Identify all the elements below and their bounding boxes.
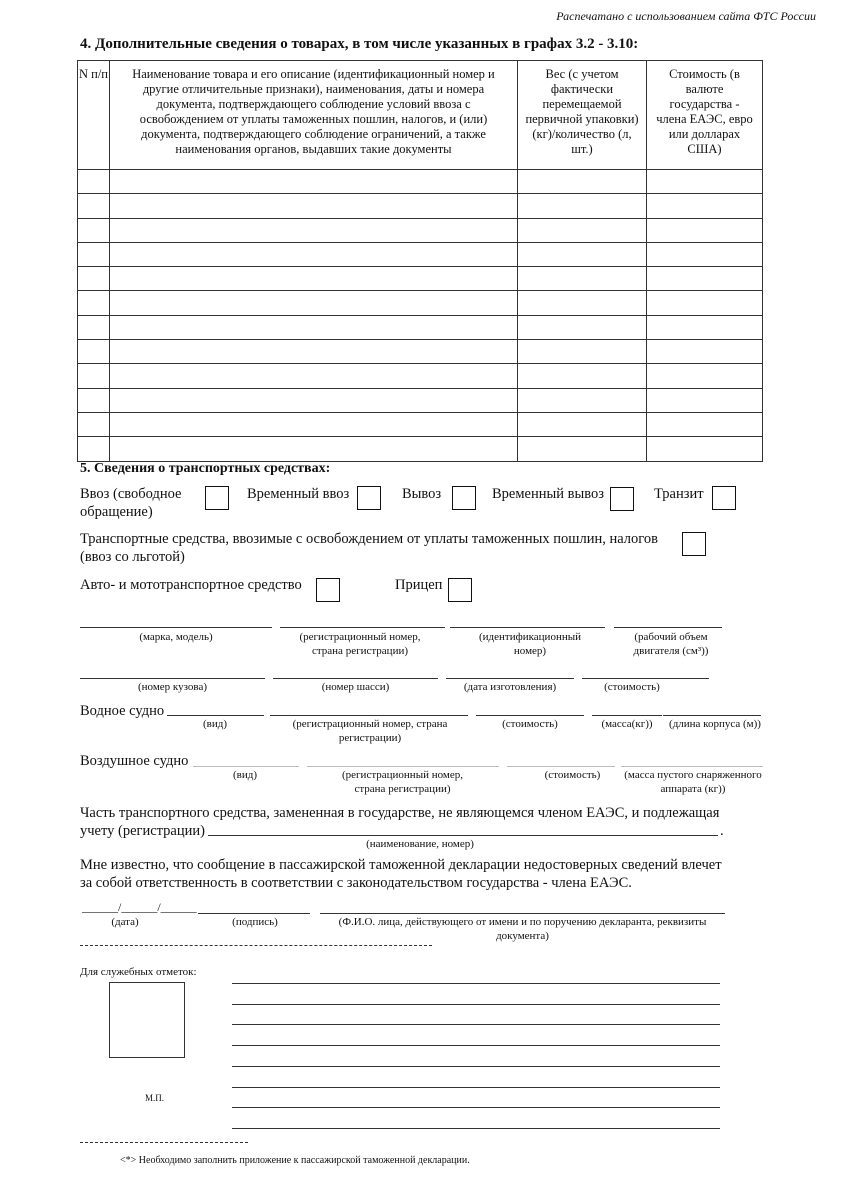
checkbox-auto[interactable]: [316, 578, 340, 602]
table-cell[interactable]: [518, 340, 647, 364]
table-cell[interactable]: [78, 412, 110, 436]
caption: (идентификационный номер): [478, 631, 581, 657]
part-label-1: Часть транспортного средства, замененная в государстве, не являющемся членом ЕАЭС, и подлежащая: [80, 805, 720, 821]
service-line[interactable]: [232, 1024, 720, 1025]
col-cost: Стоимость (в валюте государства - члена ЕАЭС, евро или долларах США): [647, 61, 763, 170]
table-cell[interactable]: [78, 315, 110, 339]
field-full-name[interactable]: [320, 913, 725, 914]
field-water-reg[interactable]: [270, 715, 468, 716]
table-cell[interactable]: [518, 437, 647, 461]
awareness-1: Мне известно, что сообщение в пассажирской таможенной декларации недостоверных сведений влечет: [80, 857, 722, 873]
field-water-mass[interactable]: [592, 715, 662, 716]
separator: [80, 945, 432, 946]
table-cell[interactable]: [78, 242, 110, 266]
opt-import-free: Ввоз (свободное обращение): [80, 486, 182, 520]
field-engine[interactable]: [614, 627, 722, 628]
table-cell[interactable]: [518, 242, 647, 266]
field-air-mass[interactable]: [621, 766, 763, 767]
table-cell[interactable]: [518, 267, 647, 291]
trailer-label: Прицеп: [395, 577, 443, 593]
col-weight: Вес (с учетом фактически перемещаемой первичной упаковки) (кг)/количество (л, шт.): [518, 61, 647, 170]
caption: (дата изготовления): [463, 681, 557, 693]
table-cell[interactable]: [518, 194, 647, 218]
table-cell[interactable]: [110, 242, 518, 266]
table-cell[interactable]: [110, 364, 518, 388]
opt-temp-export: Временный вывоз: [492, 486, 604, 502]
table-cell[interactable]: [78, 170, 110, 194]
table-cell[interactable]: [647, 388, 763, 412]
table-cell[interactable]: [110, 315, 518, 339]
table-cell[interactable]: [78, 218, 110, 242]
table-cell[interactable]: [647, 340, 763, 364]
field-manufacture-date[interactable]: [446, 678, 574, 679]
field-vin[interactable]: [450, 627, 605, 628]
caption: (дата): [111, 916, 139, 928]
table-cell[interactable]: [110, 218, 518, 242]
table-cell[interactable]: [518, 364, 647, 388]
field-cost[interactable]: [582, 678, 709, 679]
service-line[interactable]: [232, 1087, 720, 1088]
table-cell[interactable]: [647, 291, 763, 315]
footnote-separator: [80, 1142, 248, 1143]
table-cell[interactable]: [647, 170, 763, 194]
table-cell[interactable]: [78, 437, 110, 461]
caption: (вид): [202, 718, 227, 730]
table-cell[interactable]: [647, 364, 763, 388]
checkbox-trailer[interactable]: [448, 578, 472, 602]
table-cell[interactable]: [518, 218, 647, 242]
caption: (рабочий объем двигателя (см³)): [633, 631, 709, 657]
caption: (номер шасси): [321, 681, 390, 693]
table-row: [78, 242, 763, 266]
table-cell[interactable]: [78, 194, 110, 218]
table-row: [78, 364, 763, 388]
field-water-type[interactable]: [167, 715, 264, 716]
declaration-page: Распечатано с использованием сайта ФТС России 4. Дополнительные сведения о товарах, в том числе указанных в графах 3.2 - 3.10: N п/п Наименование товара и его описание (идентификационный номер и другие отличительные признаки), наименования, даты и номера документа, подтверждающего соблюдение условий ввоза с освобождением от уплаты таможенных пошлин, налогов, и (или) документа, подтверждающего соблюдение ограничений, а также наименования органов, выдавших такие документы Вес (с учетом фактически перемещаемой первичной упаковки) (кг)/количество (л, шт.) Стоимость (в валюте государства - члена ЕАЭС, евро или долларах США) 5. Сведения о транспортных средствах: Ввоз (свободное обращение) Временный ввоз Вывоз Временный вывоз Транзит Транспортные средства, ввозимые с освобождением от уплаты таможенных пошлин, налогов (ввоз со льготой) Авто- и мототранспортное средство Прицеп (марка, модель) (регистрационный номер, страна регистрации) (идентификационный номер) (рабочий объем двигателя (см³)) (номер кузова) (номер шасси) (дата изготовления) (стоимость) Водное судно (вид) (регистрационный номер, страна регистрации) (стоимость) (масса(кг)) (длина корпуса (м)) Воздушное судно (вид) (регистрационный номер, страна регистрации) (стоимость) (масса пустого снаряженного аппарата (кг)) Часть транспортного средства, замененная в государстве, не являющемся членом ЕАЭС, и подлежащая учету (регистрации) . (наименование, номер) Мне известно, что сообщение в пассажирской таможенной декларации недостоверных сведений влечет за собой ответственность в соответствии с законодательством государства - члена ЕАЭС. ______/______/______ (дата) (подпись) (Ф.И.О. лица, действующего от имени и по поручению декларанта, реквизиты документа) Для служебных отметок: М.П. <*> Необходимо заполнить приложение к пассажирской таможенной декларации.: [0, 0, 849, 1200]
caption: (Ф.И.О. лица, действующего от имени и по поручению декларанта, реквизиты документа): [338, 916, 707, 942]
field-air-type[interactable]: [193, 766, 299, 767]
field-signature[interactable]: [198, 913, 310, 914]
stamp-box: [109, 982, 185, 1058]
table-row: [78, 170, 763, 194]
table-row: [78, 315, 763, 339]
checkbox-export[interactable]: [452, 486, 476, 510]
opt-temp-import: Временный ввоз: [247, 486, 350, 502]
table-cell[interactable]: [110, 194, 518, 218]
caption: (регистрационный номер, страна регистрации): [342, 769, 463, 795]
field-water-cost[interactable]: [476, 715, 584, 716]
service-line[interactable]: [232, 1128, 720, 1129]
table-cell[interactable]: [110, 267, 518, 291]
table-cell[interactable]: [110, 437, 518, 461]
footnote: <*> Необходимо заполнить приложение к пассажирской таможенной декларации.: [120, 1155, 470, 1166]
checkbox-exempt[interactable]: [682, 532, 706, 556]
table-cell[interactable]: [110, 388, 518, 412]
caption: (стоимость): [544, 769, 601, 781]
air-label: Воздушное судно: [80, 753, 189, 769]
field-make-model[interactable]: [80, 627, 272, 628]
caption: (номер кузова): [138, 681, 207, 693]
table-cell[interactable]: [647, 218, 763, 242]
table-row: [78, 437, 763, 461]
opt-transit: Транзит: [654, 486, 704, 502]
table-cell[interactable]: [78, 267, 110, 291]
checkbox-temp-export[interactable]: [610, 487, 634, 511]
table-cell[interactable]: [110, 291, 518, 315]
caption: (масса пустого снаряженного аппарата (кг)): [624, 769, 762, 795]
caption: (вид): [232, 769, 257, 781]
table-row: [78, 388, 763, 412]
checkbox-temp-import[interactable]: [357, 486, 381, 510]
table-cell[interactable]: [647, 242, 763, 266]
section5-title: 5. Сведения о транспортных средствах:: [80, 461, 331, 476]
table-row: [78, 291, 763, 315]
table-cell[interactable]: [110, 412, 518, 436]
table-cell[interactable]: [647, 315, 763, 339]
caption: (регистрационный номер, страна регистрации): [299, 631, 421, 657]
table-cell[interactable]: [110, 340, 518, 364]
table-cell[interactable]: [78, 340, 110, 364]
field-date[interactable]: ______/______/______: [82, 900, 197, 914]
field-chassis[interactable]: [273, 678, 438, 679]
caption: (наименование, номер): [366, 838, 474, 850]
table-cell[interactable]: [647, 194, 763, 218]
table-row: [78, 340, 763, 364]
auto-label: Авто- и мототранспортное средство: [80, 577, 302, 593]
table-cell[interactable]: [78, 388, 110, 412]
caption: (регистрационный номер, страна регистрации): [292, 718, 448, 744]
water-label: Водное судно: [80, 703, 165, 719]
table-cell[interactable]: [518, 315, 647, 339]
field-air-reg[interactable]: [307, 766, 499, 767]
service-line[interactable]: [232, 1066, 720, 1067]
exempt-label: Транспортные средства, ввозимые с освобождением от уплаты таможенных пошлин, налогов (ввоз со льготой): [80, 531, 658, 565]
caption: (стоимость): [502, 718, 558, 730]
caption: (марка, модель): [139, 631, 213, 643]
table-cell[interactable]: [647, 267, 763, 291]
field-part[interactable]: [208, 835, 718, 836]
col-description: Наименование товара и его описание (идентификационный номер и другие отличительные признаки), наименования, даты и номера документа, подтверждающего соблюдение условий ввоза с освобождением от уплаты таможенных пошлин, налогов, и (или) документа, подтверждающего соблюдение ограничений, а также наименования органов, выдавших такие документы: [110, 61, 518, 170]
table-cell[interactable]: [647, 412, 763, 436]
caption: (масса(кг)): [601, 718, 653, 730]
stamp-label: М.П.: [145, 1093, 165, 1103]
service-label: Для служебных отметок:: [80, 966, 197, 978]
field-reg-number[interactable]: [280, 627, 445, 628]
caption: (подпись): [232, 916, 278, 928]
caption: (стоимость): [604, 681, 660, 693]
checkbox-import-free[interactable]: [205, 486, 229, 510]
service-line[interactable]: [232, 1107, 720, 1108]
col-number: N п/п: [78, 61, 110, 170]
field-water-length[interactable]: [663, 715, 761, 716]
service-line[interactable]: [232, 1004, 720, 1005]
table-cell[interactable]: [110, 170, 518, 194]
checkbox-transit[interactable]: [712, 486, 736, 510]
table-row: [78, 267, 763, 291]
field-body-number[interactable]: [80, 678, 265, 679]
table-cell[interactable]: [647, 437, 763, 461]
table-cell[interactable]: [518, 291, 647, 315]
table-cell[interactable]: [78, 291, 110, 315]
opt-export: Вывоз: [402, 486, 442, 502]
section4-title: 4. Дополнительные сведения о товарах, в том числе указанных в графах 3.2 - 3.10:: [80, 36, 639, 52]
table-cell[interactable]: [518, 412, 647, 436]
printed-note: Распечатано с использованием сайта ФТС России: [556, 9, 816, 23]
awareness-2: за собой ответственность в соответствии с законодательством государства - члена ЕАЭС.: [80, 875, 632, 891]
table-row: [78, 194, 763, 218]
part-label-2: учету (регистрации): [80, 823, 205, 839]
table-row: [78, 412, 763, 436]
table-row: [78, 218, 763, 242]
caption: (длина корпуса (м)): [669, 718, 761, 730]
table-cell[interactable]: [518, 170, 647, 194]
service-line[interactable]: [232, 1045, 720, 1046]
table-cell[interactable]: [518, 388, 647, 412]
field-air-cost[interactable]: [507, 766, 615, 767]
table-cell[interactable]: [78, 364, 110, 388]
service-line[interactable]: [232, 983, 720, 984]
goods-table: [77, 60, 763, 462]
